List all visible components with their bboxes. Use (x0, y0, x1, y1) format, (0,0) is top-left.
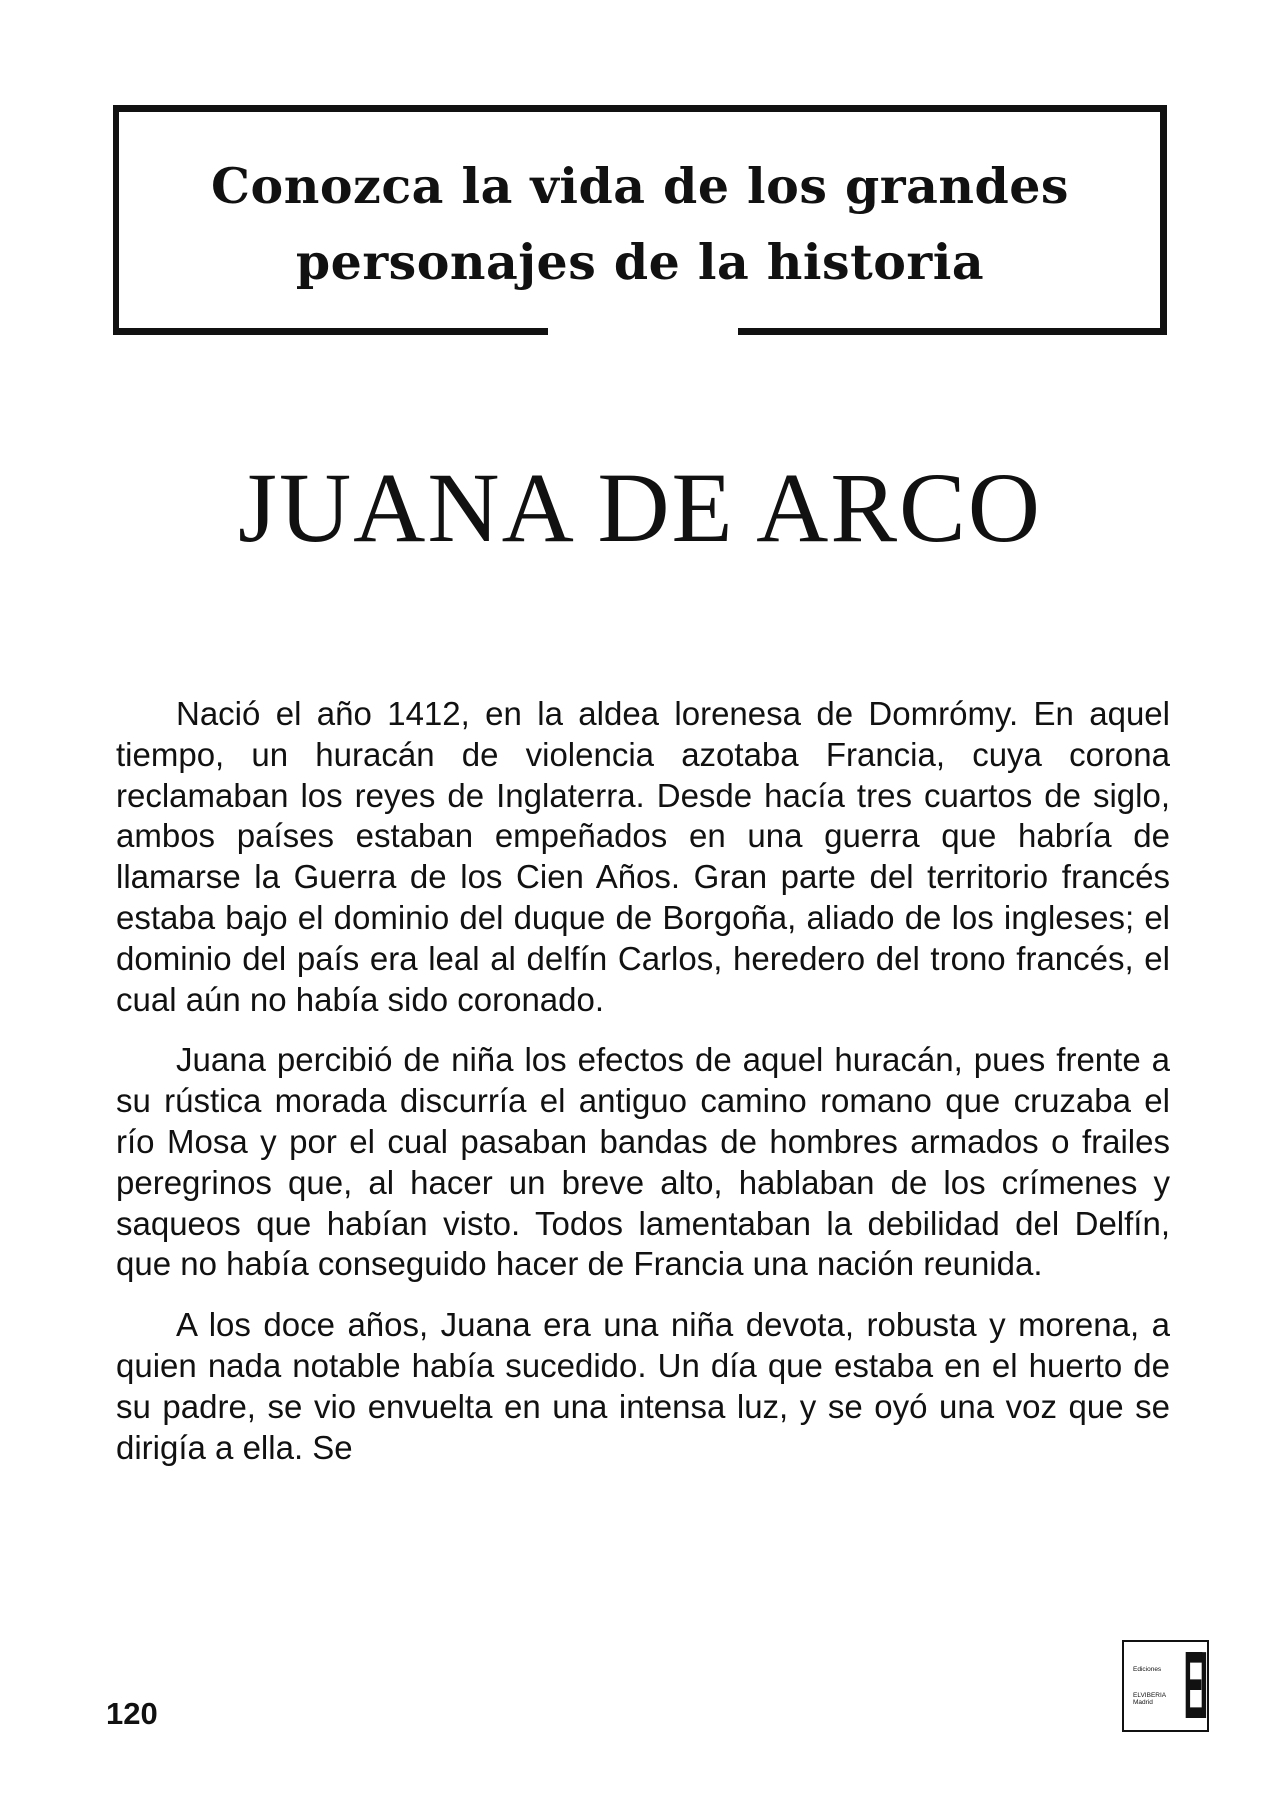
series-heading-line-2: personajes de la historia (295, 233, 985, 291)
publisher-city: Madrid (1133, 1699, 1153, 1706)
paragraph-1: Nació el año 1412, en la aldea lorenesa de Domrómy. En aquel tiempo, un huracán de violencia azotaba Francia, cuya corona reclamaban los reyes de Inglaterra. Desde hacía tres cuartos de siglo, ambos países estaban empeñados en una guerra que habría de llamarse la Guerra de los Cien Años. Gran parte del territorio francés estaba bajo el dominio del duque de Borgoña, aliado de los ingleses; el dominio del país era leal al delfín Carlos, heredero del trono francés, el cual aún no había sido coronado. (116, 695, 1170, 1018)
publisher-imprint: Ediciones (1133, 1666, 1162, 1673)
page-number: 120 (106, 1696, 158, 1731)
series-heading-line-1: Conozca la vida de los grandes (211, 157, 1069, 215)
body-text (116, 694, 1170, 1488)
paragraph-2: Juana percibió de niña los efectos de aquel huracán, pues frente a su rústica morada discurría el antiguo camino romano que cruzaba el río Mosa y por el cual pasaban bandas de hombres armados o frailes peregrinos que, al hacer un breve alto, hablaban de los crímenes y saqueos que habían visto. Todos lamentaban la debilidad del Delfín, que no había conseguido hacer de Francia una nación reunida. (116, 1041, 1170, 1283)
publisher-logo (1122, 1632, 1209, 1739)
series-heading (120, 148, 1160, 300)
header-rule-right (738, 328, 1167, 335)
page-title: JUANA DE ARCO (238, 452, 1042, 563)
publisher-mark: EI (1183, 1632, 1204, 1739)
publisher-name: ELVIBERIA (1133, 1692, 1167, 1699)
header-rule-left (113, 328, 548, 335)
paragraph-3: A los doce años, Juana era una niña devota, robusta y morena, a quien nada notable había sucedido. Un día que estaba en el huerto de su padre, se vio envuelta en una intensa luz, y se oyó una voz que se dirigía a ella. Se (116, 1306, 1170, 1466)
